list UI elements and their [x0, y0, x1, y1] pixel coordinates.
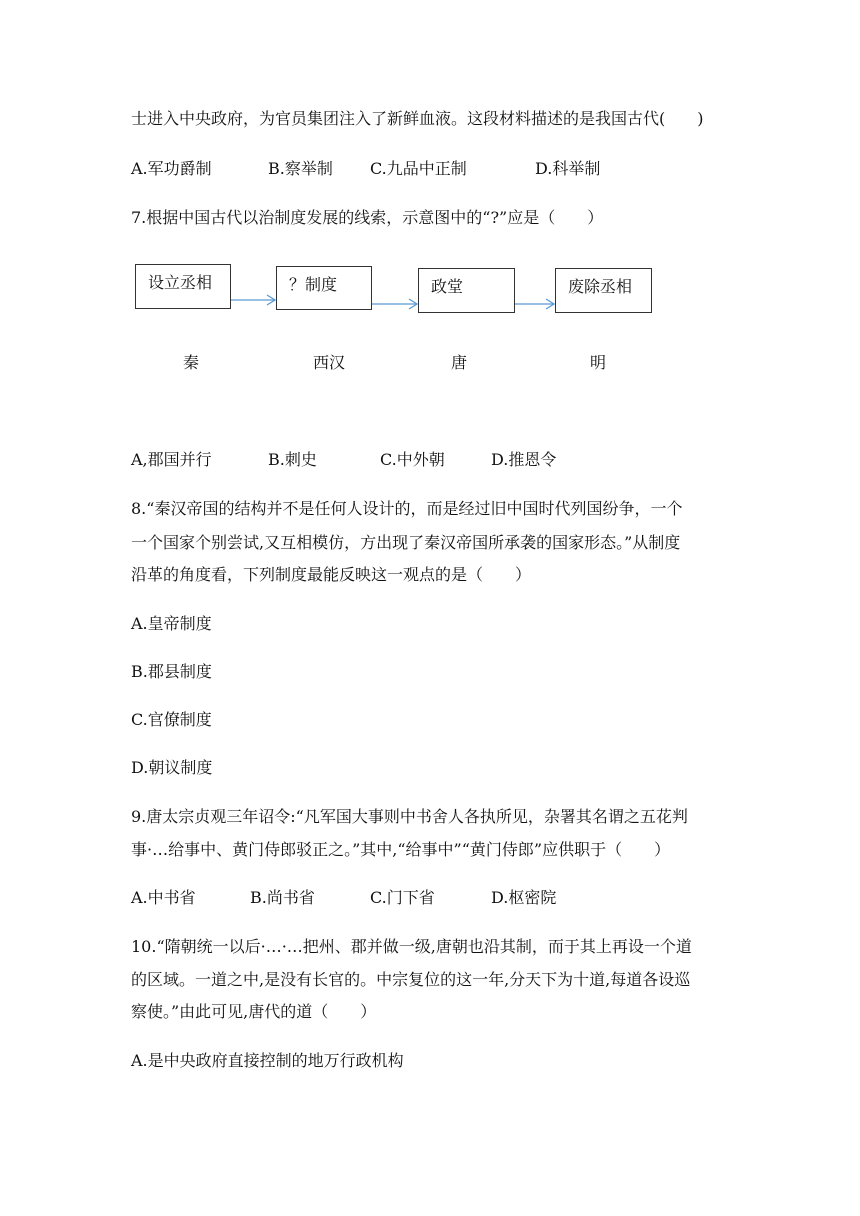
question-10-line-2: 的区域。一道之中,是没有长官的。中宗复位的这一年,分天下为十道,每道各设巡	[131, 970, 691, 989]
question-10-line-3: 察使。”由此可见,唐代的道（ ）	[131, 1002, 377, 1021]
question-8-line-2: 一个国家个别尝试,又互相模仿，方出现了秦汉帝国所承袭的国家形态。”从制度	[131, 533, 681, 552]
q7-option-c: C.中外朝	[380, 450, 445, 469]
arrow-right-icon	[231, 292, 277, 308]
era-label-western-han: 西汉	[313, 353, 346, 372]
era-label-tang: 唐	[451, 353, 468, 372]
q9-option-c: C.门下省	[370, 888, 435, 907]
diagram-box-4: 废除丞相	[555, 268, 652, 313]
question-9-line-1: 9.唐太宗贞观三年诏令:“凡军国大事则中书舍人各执所见，杂署其名谓之五花判	[131, 807, 688, 826]
q8-option-b: B.郡县制度	[131, 662, 212, 681]
question-9-line-2: 事·…给事中、黄门侍郎驳正之。”其中,“给事中”“黄门侍郎”应供职于（ ）	[131, 840, 671, 859]
question-10-line-1: 10.“隋朝统一以后·…·…把州、郡并做一级,唐朝也沿其制，而于其上再设一个道	[131, 937, 692, 956]
q6-option-d: D.科举制	[535, 159, 601, 178]
q7-option-d: D.推恩令	[491, 450, 557, 469]
q8-option-c: C.官僚制度	[131, 710, 212, 729]
q9-option-b: B.尚书省	[250, 888, 315, 907]
diagram-box-1: 设立丞相	[135, 264, 231, 309]
arrow-right-icon	[515, 296, 556, 312]
q10-option-a: A.是中央政府直接控制的地万行政机构	[131, 1051, 404, 1070]
question-7-stem: 7.根据中国古代以治制度发展的线索，示意图中的“?”应是（ ）	[131, 208, 604, 227]
era-label-qin: 秦	[183, 353, 200, 372]
q9-option-a: A.中书省	[131, 888, 196, 907]
q7-option-a: A,郡国并行	[131, 450, 212, 469]
q8-option-a: A.皇帝制度	[131, 614, 212, 633]
arrow-right-icon	[372, 296, 419, 312]
diagram-box-2: ？制度	[276, 266, 372, 310]
q6-option-b: B.察举制	[268, 159, 333, 178]
q8-option-d: D.朝议制度	[131, 758, 213, 777]
q6-option-a: A.军功爵制	[131, 159, 212, 178]
question-8-line-3: 沿革的角度看，下列制度最能反映这一观点的是（ ）	[131, 565, 532, 584]
diagram-box-3: 政堂	[418, 268, 515, 313]
q9-option-d: D.枢密院	[491, 888, 557, 907]
q7-option-b: B.刺史	[268, 450, 317, 469]
era-label-ming: 明	[590, 353, 607, 372]
question-8-line-1: 8.“秦汉帝国的结构并不是任何人设计的，而是经过旧中国时代列国纷争，一个	[131, 499, 683, 518]
question-6-tail: 士进入中央政府，为官员集团注入了新鲜血液。这段材料描述的是我国古代( )	[131, 109, 704, 128]
q6-option-c: C.九品中正制	[370, 159, 467, 178]
